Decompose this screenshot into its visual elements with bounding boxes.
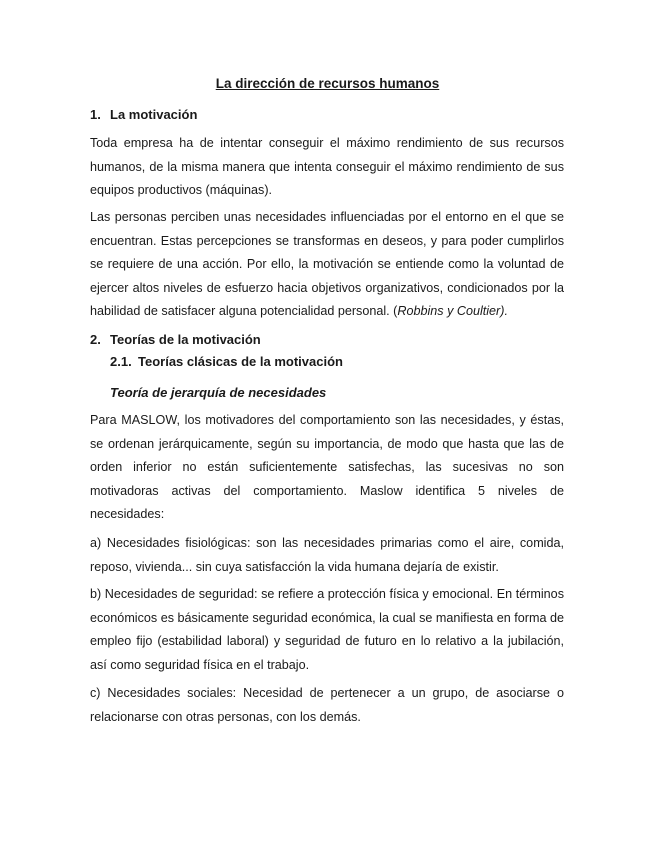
- citation: Robbins y Coultier).: [397, 304, 508, 319]
- section-2-title: Teorías de la motivación: [110, 332, 261, 347]
- theory-title: Teoría de jerarquía de necesidades: [110, 385, 327, 400]
- section-1-paragraph-2: [90, 206, 564, 324]
- section-2-heading: [90, 332, 261, 348]
- document-title: La dirección de recursos humanos: [215, 76, 440, 91]
- subsection-2-1-title: Teorías clásicas de la motivación: [138, 354, 343, 369]
- section-1-paragraph-2-text: Las personas perciben unas necesidades influenciadas por el entorno en el que se encuentran. Estas percepciones se transformas en deseos, y para poder cumplirlos se requiere de una acción. Por ello, la motivación se entiende como la voluntad de ejercer altos niveles de esfuerzo hacia objetivos organizativos, condicionados por la habilidad de satisfacer alguna potencialidad personal. (: [90, 210, 564, 319]
- section-1-number: 1.: [90, 107, 101, 122]
- maslow-paragraph: Para MASLOW, los motivadores del comportamiento son las necesidades, y éstas, se ordenan jerárquicamente, según su importancia, de modo que hasta que las de orden inferior no están suficientemente satisfechas, las sucesivas no son motivadoras activas del comportamiento. Maslow identifica 5 niveles de necesidades:: [90, 413, 564, 522]
- section-1-title: La motivación: [110, 107, 198, 122]
- needs-social: c) Necesidades sociales: Necesidad de pertenecer a un grupo, de asociarse o relacionarse con otras personas, con los demás.: [90, 686, 564, 724]
- needs-physiological: a) Necesidades fisiológicas: son las necesidades primarias como el aire, comida, reposo, vivienda... sin cuya satisfacción la vida humana dejaría de existir.: [90, 536, 564, 574]
- needs-security: b) Necesidades de seguridad: se refiere a protección física y emocional. En términos económicos es básicamente seguridad económica, la cual se manifiesta en forma de empleo fijo (estabilidad laboral) y seguridad de futuro en lo relativo a la jubilación, así como seguridad física en el trabajo.: [90, 587, 564, 672]
- subsection-2-1-heading: [110, 354, 343, 370]
- subsection-2-1-number: 2.1.: [110, 354, 132, 369]
- section-1-heading: [90, 107, 197, 123]
- section-2-number: 2.: [90, 332, 101, 347]
- section-1-paragraph-1: Toda empresa ha de intentar conseguir el máximo rendimiento de sus recursos humanos, de la misma manera que intenta conseguir el máximo rendimiento de sus equipos productivos (máquinas).: [90, 136, 564, 198]
